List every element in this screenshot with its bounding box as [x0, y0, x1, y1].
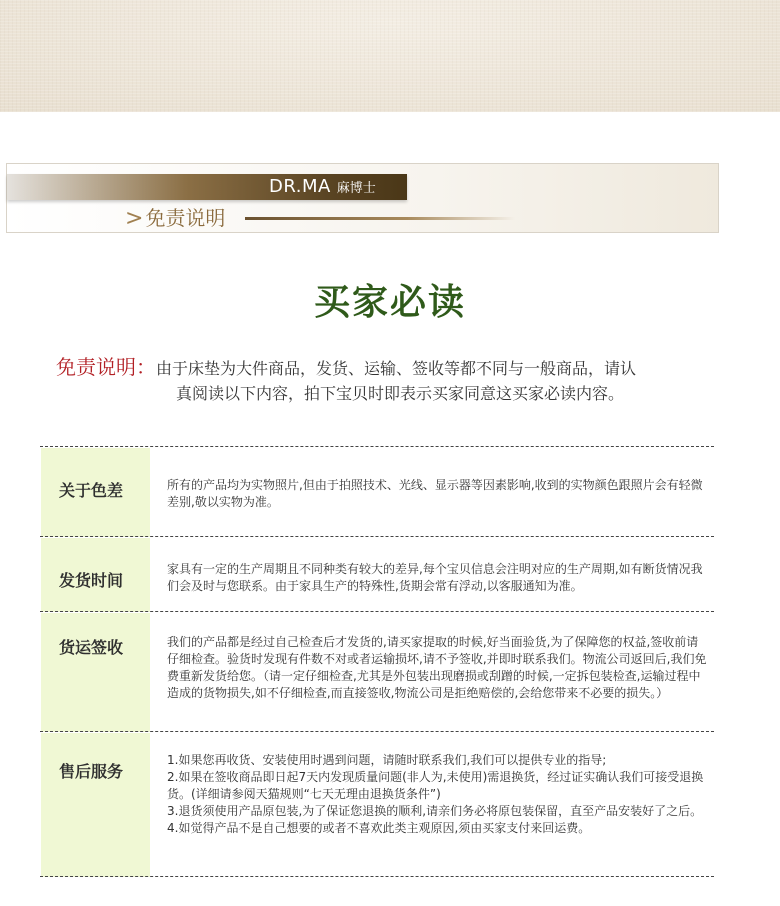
table-bottom-border	[40, 876, 714, 877]
decorative-underline	[245, 217, 515, 220]
row-paragraph: 3.退货须使用产品原包装,为了保证您退换的顺利,请亲们务必将原包装保留，直至产品安装好了之后。	[167, 804, 703, 818]
row-label	[41, 613, 150, 732]
table-row-color	[40, 446, 714, 537]
row-label	[41, 538, 150, 612]
row-content	[167, 561, 710, 595]
brand-bar	[7, 174, 407, 200]
table-row-delivery-signoff	[40, 611, 714, 732]
row-label-text: 售后服务	[59, 762, 124, 781]
disclaimer-label: 免责说明：	[56, 355, 156, 379]
table-row-shipping-time	[40, 536, 714, 612]
disclaimer-text-1: 由于床垫为大件商品，发货、运输、签收等都不同与一般商品，请认	[156, 359, 637, 378]
row-paragraph: 1.如果您再收货、安装使用时遇到问题，请随时联系我们,我们可以提供专业的指导;	[167, 753, 607, 767]
row-paragraph: 家具有一定的生产周期且不同种类有较大的差异,每个宝贝信息会注明对应的生产周期,如有断货情况我们会及时与您联系。由于家具生产的特殊性,货期会常有浮动,以客服通知为准。	[167, 562, 703, 593]
header-banner	[6, 163, 719, 233]
section-tag	[125, 204, 225, 232]
chevron-right-icon: >	[125, 206, 144, 231]
row-paragraph: 我们的产品都是经过自己检查后才发货的,请买家提取的时候,好当面验货,为了保障您的权益,签收前请仔细检查。验货时发现有件数不对或者运输损坏,请不予签收,并即时联系我们。物流公司返回后,我们免费重新发货给您。（请一定仔细检查,尤其是外包装出现磨损或刮蹭的时候,一定拆包装检查,运输过程中造成的货物损失,如不仔细检查,而直接签收,物流公司是拒绝赔偿的,会给您带来不必要的损失。）	[167, 635, 707, 700]
brand-name-cn: 麻博士	[336, 181, 376, 196]
brand-name-en: DR.MA	[269, 176, 331, 197]
section-tag-label: 免责说明	[145, 206, 226, 230]
page-title: 买家必读	[313, 282, 466, 323]
row-label-text: 关于色差	[59, 481, 124, 500]
row-paragraph: 4.如觉得产品不是自己想要的或者不喜欢此类主观原因,须由买家支付来回运费。	[167, 821, 591, 835]
row-label	[41, 733, 150, 877]
row-label-text: 货运签收	[59, 638, 124, 657]
row-content	[167, 477, 710, 511]
row-paragraph: 2.如果在签收商品即日起7天内发现质量问题(非人为,未使用)需退换货，经过证实确认我们可接受退换货。(详细请参阅天猫规则“七天无理由退换货条件”)	[167, 770, 704, 801]
row-label-text: 发货时间	[59, 571, 124, 590]
row-paragraph: 所有的产品均为实物照片,但由于拍照技术、光线、显示器等因素影响,收到的实物颜色跟照片会有轻微差别,敬以实物为准。	[167, 478, 703, 509]
disclaimer-block	[56, 355, 736, 406]
brand-logo	[269, 174, 376, 200]
row-content	[167, 752, 710, 837]
disclaimer-line-1	[56, 355, 736, 381]
row-content	[167, 634, 710, 702]
linen-texture-banner	[0, 0, 780, 112]
table-row-after-sales	[40, 731, 714, 877]
row-label	[41, 448, 150, 537]
disclaimer-text-2: 真阅读以下内容，拍下宝贝时即表示买家同意这买家必读内容。	[176, 384, 625, 403]
